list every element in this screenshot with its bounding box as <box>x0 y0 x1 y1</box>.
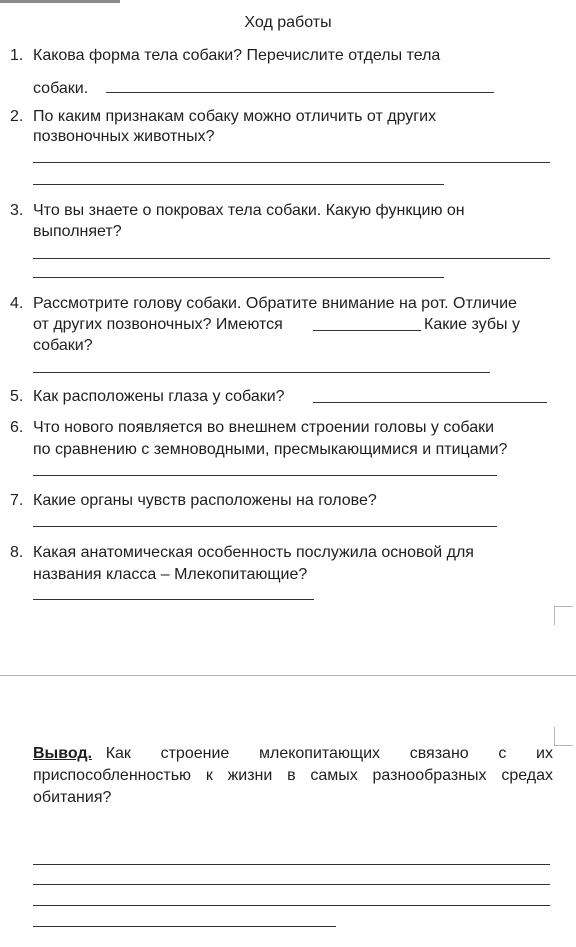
question-number: 1. <box>10 47 24 64</box>
question-number: 8. <box>10 544 24 561</box>
question-text: Какова форма тела собаки? Перечислите отделы тела <box>33 47 441 64</box>
question-text: Что нового появляется во внешнем строении головы у собаки <box>33 419 495 436</box>
answer-line[interactable] <box>33 277 444 278</box>
question-number: 5. <box>10 388 24 405</box>
question-text: названия класса – Млекопитающие? <box>33 566 308 583</box>
question-text: выполняет? <box>33 223 122 240</box>
conclusion-text: обитания? <box>33 789 112 806</box>
page-title: Ход работы <box>244 14 332 31</box>
page-corner-mark <box>554 727 573 746</box>
question-text: По каким признакам собаку можно отличить от других <box>33 108 437 125</box>
question-text: от других позвоночных? Имеются <box>33 316 283 333</box>
question-text: Как расположены глаза у собаки? <box>33 388 285 405</box>
question-number: 7. <box>10 492 24 509</box>
answer-line[interactable] <box>33 258 550 259</box>
question-text: Что вы знаете о покровах тела собаки. Какую функцию он <box>33 202 465 219</box>
page-corner-mark <box>554 606 573 625</box>
question-number: 4. <box>10 295 24 312</box>
question-text: Какая анатомическая особенность послужила основой для <box>33 544 474 561</box>
question-number: 6. <box>10 419 24 436</box>
answer-line[interactable] <box>33 884 550 885</box>
question-text: собаки. <box>33 80 89 97</box>
question-text: Какие органы чувств расположены на голове? <box>33 492 377 509</box>
question-text: позвоночных животных? <box>33 128 215 145</box>
answer-line[interactable] <box>33 926 336 927</box>
answer-line[interactable] <box>313 402 547 403</box>
question-number: 3. <box>10 202 24 219</box>
question-text: по сравнению с земноводными, пресмыкающимися и птицами? <box>33 441 508 458</box>
conclusion-label: Вывод. <box>33 745 93 762</box>
answer-line[interactable] <box>33 475 497 476</box>
answer-line[interactable] <box>33 864 550 865</box>
conclusion-text: приспособленностью к жизни в самых разнообразных средах <box>33 767 553 784</box>
answer-line[interactable] <box>33 905 550 906</box>
answer-line[interactable] <box>33 184 444 185</box>
top-edge-fragment <box>0 0 120 3</box>
answer-line[interactable] <box>33 526 497 527</box>
answer-line[interactable] <box>33 599 314 600</box>
conclusion-text: Как строение млекопитающих связано с их <box>105 745 553 762</box>
question-text: собаки? <box>33 337 93 354</box>
question-text: Какие зубы у <box>424 316 520 333</box>
page-break-divider <box>0 675 576 676</box>
question-text: Рассмотрите голову собаки. Обратите внимание на рот. Отличие <box>33 295 517 312</box>
question-number: 2. <box>10 108 24 125</box>
answer-line[interactable] <box>106 92 494 93</box>
answer-line[interactable] <box>313 330 421 331</box>
answer-line[interactable] <box>33 162 550 163</box>
answer-line[interactable] <box>33 372 490 373</box>
conclusion-question <box>33 744 553 764</box>
